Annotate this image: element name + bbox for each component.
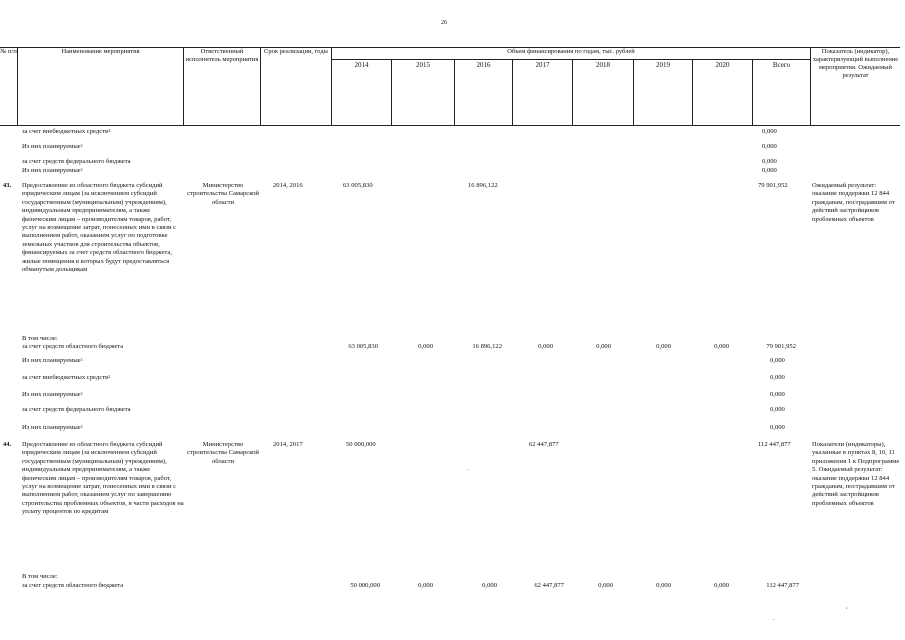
row-label: Из них планируемые$^1$ [22,424,83,431]
value-2014: 50 000,000 [346,441,376,448]
row-label: Из них планируемые$^1$ [22,357,83,364]
regional-2019: 0,000 [656,582,671,589]
row-label: за счет средств федерального бюджета [22,406,131,413]
regional-2018: 0,000 [596,343,611,350]
item-name: Предоставление из областного бюджета субсидий юридическим лицам (за исключением субсидий государственным (муниципальным) учреждениям), индивидуальным предпринимателям, а также физическим лицам – производителям товаров, работ, услуг на возмещение затрат, понесенных ими в связи с выполнением работ, оказанием услуг по подготовке земельных участков для строительства объектов, финансируемых за счет средств областного бюджета, жилые помещения в которых будут предоставляться обманутым дольщикам [22,182,177,274]
item-number: 44. [3,441,12,448]
page-number: 26 [441,20,447,26]
regional-total: 112 447,877 [766,582,799,589]
row-total: 0,000 [762,158,777,165]
regional-2016: 0,000 [482,582,497,589]
row-label: за счет средств федерального бюджета [22,158,131,165]
year-2020: 2020 [715,61,730,69]
year-2015: 2015 [416,61,430,69]
regional-2014: 63 005,830 [348,343,378,350]
item-indicator: Показатели (индикаторы), указанные в пунктах 8, 10, 11 приложения 1 к Подпрограмме 5. Ожидаемый результат: оказание поддержки 12 844 гражданам, пострадавшим от действий застройщиков проблемных объектов [812,441,900,507]
header-num: № п/п [0,48,17,55]
row-total: 0,000 [770,391,785,398]
regional-2019: 0,000 [656,343,671,350]
item-indicator: Ожидаемый результат: оказание поддержки 12 844 гражданам, пострадавшим от действий застройщиков проблемных объектов [812,182,895,223]
table-header [0,47,900,125]
regional-2017: 62 447,877 [534,582,564,589]
regional-2017: 0,000 [538,343,553,350]
row-total: 0,000 [770,406,785,413]
row-label: Из них планируемые$^1$ [22,167,83,174]
year-2019: 2019 [656,61,670,69]
year-2016: 2016 [476,61,491,69]
regional-total: 79 901,952 [766,343,796,350]
row-total: 0,000 [762,167,777,174]
item-executor: Министерство строительства Самарской области [187,182,259,206]
regional-2015: 0,000 [418,582,433,589]
item-term: 2014, 2017 [273,441,303,448]
value-2017: 62 447,877 [529,441,559,448]
regional-label: за счет средств областного бюджета [22,582,124,589]
header-funding: Объем финансирования по годам, тыс. рублей [507,48,635,55]
speck-mark: , [846,604,848,610]
regional-2020: 0,000 [714,343,729,350]
regional-2018: 0,000 [598,582,613,589]
item-number: 43. [3,182,12,189]
item-term: 2014, 2016 [273,182,303,189]
item-executor: Министерство строительства Самарской области [187,441,259,465]
year-2014: 2014 [354,61,369,69]
regional-2016: 16 896,122 [472,343,502,350]
year-2018: 2018 [596,61,610,69]
including-label: В том числе: [22,573,58,580]
row-label: за счет внебюджетных средств$^2$ [22,128,111,135]
row-total: 0,000 [762,143,777,150]
value-2016: 16 896,122 [468,182,498,189]
row-label: Из них планируемые$^1$ [22,391,83,398]
value-total: 79 901,952 [758,182,788,189]
row-total: 0,000 [770,424,785,431]
regional-2014: 50 000,000 [350,582,380,589]
row-total: 0,000 [770,374,785,381]
value-2014: 63 005,830 [343,182,373,189]
year-total: Всего [772,61,791,69]
including-label: В том числе: [22,335,58,342]
regional-label: за счет средств областного бюджета [22,343,124,350]
item-name: Предоставление из областного бюджета субсидий юридическим лицам (за исключением субсидий государственным (муниципальным) учреждениям), индивидуальным предпринимателям, а также физическим лицам – производителям товаров, работ, услуг на возмещение затрат, понесенных ими в связи с выполнением работ, оказанием услуг по завершению строительства проблемных объектов, в части расходов на уплату процентов по кредитам [22,441,184,516]
header-indicator: Показатель (индикатор), характеризующий выполнение мероприятия. Ожидаемый результат [812,48,899,79]
speck-mark: . [773,616,775,622]
regional-2015: 0,000 [418,343,433,350]
row-label: Из них планируемые$^1$ [22,143,83,150]
header-name: Наименование мероприятия [61,48,140,55]
header-term: Срок реализации, годы [264,48,328,55]
regional-2020: 0,000 [714,582,729,589]
value-total: 112 447,877 [758,441,791,448]
row-label: за счет внебюджетных средств$^2$ [22,374,111,381]
header-executor: Ответственный исполнитель мероприятия [185,48,259,63]
speck-mark: . [467,466,469,472]
row-total: 0,000 [762,128,777,135]
row-total: 0,000 [770,357,785,364]
year-2017: 2017 [535,61,550,69]
